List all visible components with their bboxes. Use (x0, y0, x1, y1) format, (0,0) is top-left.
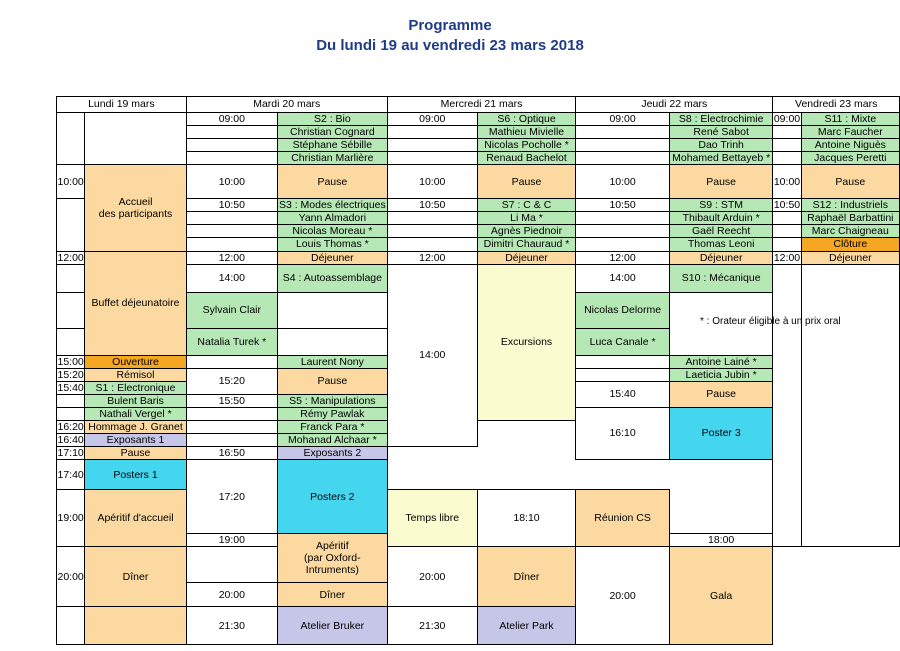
mardi-speaker-7: Sylvain Clair (186, 292, 277, 328)
jeudi-session-s8: S8 : Electrochimie (669, 113, 772, 126)
time-spacer (576, 225, 670, 238)
jeudi-poster-3: Poster 3 (669, 407, 772, 459)
lundi-buffet: Buffet déjeunatoire (85, 251, 186, 355)
mercredi-temps-libre: Temps libre (387, 490, 477, 547)
lundi-aperitif: Apéritif d'accueil (85, 490, 186, 547)
time-mardi-1520: 15:20 (186, 368, 277, 394)
time-spacer (773, 126, 801, 139)
mardi-pause-1: Pause (277, 165, 387, 199)
mercredi-speaker-3: Renaud Bachelot (477, 152, 576, 165)
mardi-exposants-2: Exposants 2 (277, 447, 387, 460)
jeudi-speaker-5: Gaël Reecht (669, 225, 772, 238)
time-mardi-1650: 16:50 (186, 447, 277, 460)
day-header-lundi: Lundi 19 mars (57, 97, 187, 113)
time-vendredi-1000: 10:00 (773, 165, 801, 199)
time-lundi-2000: 20:00 (57, 547, 85, 607)
time-spacer (576, 238, 670, 251)
time-lundi-1620: 16:20 (57, 420, 84, 433)
time-vendredi-blank (773, 264, 801, 547)
mardi-aperitif-line2: (par Oxford-Intruments) (304, 552, 361, 577)
jeudi-speaker-10: Laeticia Jubin * (669, 368, 772, 381)
time-lundi-1500: 15:00 (57, 355, 84, 368)
mardi-pause-2: Pause (277, 368, 387, 394)
vendredi-empty-afternoon (801, 264, 899, 547)
title-line-2: Du lundi 19 au vendredi 23 mars 2018 (316, 37, 584, 54)
day-header-mardi: Mardi 20 mars (186, 97, 387, 113)
time-spacer (277, 328, 387, 355)
lundi-exposants-1: Exposants 1 (85, 433, 186, 446)
time-spacer (387, 238, 477, 251)
mercredi-pause-1: Pause (477, 165, 576, 199)
time-jeudi-1540: 15:40 (576, 381, 670, 407)
jeudi-pause-2: Pause (669, 381, 772, 407)
time-spacer (57, 407, 85, 420)
table-row (57, 113, 900, 126)
vendredi-session-s11: S11 : Mixte (801, 113, 899, 126)
mardi-speaker-8: Natalia Turek * (186, 328, 277, 355)
programme-page (0, 16, 900, 651)
time-mardi-1000: 10:00 (186, 165, 277, 199)
time-lundi-blank2 (57, 199, 85, 251)
time-lundi-1740: 17:40 (57, 460, 85, 490)
lundi-remisol: Rémisol (85, 368, 186, 381)
jeudi-speaker-1: René Sabot (669, 126, 772, 139)
time-spacer (186, 126, 277, 139)
mardi-speaker-4: Yann Almadori (277, 212, 387, 225)
table-header-row (57, 97, 900, 113)
time-mardi-2130: 21:30 (186, 607, 277, 645)
lundi-session-s1: S1 : Electronique (85, 381, 186, 394)
time-spacer (277, 292, 387, 328)
time-spacer (186, 420, 277, 433)
lundi-ouverture: Ouverture (85, 355, 186, 368)
mardi-dejeuner: Déjeuner (277, 251, 387, 264)
time-spacer (576, 212, 670, 225)
time-mardi-2000: 20:00 (186, 583, 277, 607)
vendredi-speaker-5: Marc Chaigneau (801, 225, 899, 238)
mercredi-speaker-1: Mathieu Mivielle (477, 126, 576, 139)
jeudi-speaker-4: Thibault Arduin * (669, 212, 772, 225)
jeudi-speaker-7: Nicolas Delorme (576, 292, 670, 328)
jeudi-speaker-8: Luca Canale * (576, 328, 670, 355)
day-header-jeudi: Jeudi 22 mars (576, 97, 773, 113)
time-lundi-1200: 12:00 (57, 251, 84, 264)
mardi-session-s5: S5 : Manipulations (277, 394, 387, 407)
vendredi-session-s12: S12 : Industriels (801, 199, 899, 212)
mardi-speaker-2: Stéphane Sébille (277, 139, 387, 152)
mardi-aperitif (277, 534, 387, 583)
time-lundi-blank (57, 113, 85, 165)
lundi-hommage: Hommage J. Granet (85, 420, 186, 433)
table-row (57, 547, 900, 583)
mercredi-speaker-5: Agnès Piednoir (477, 225, 576, 238)
mercredi-speaker-4: Li Ma * (477, 212, 576, 225)
lundi-diner-cont (85, 607, 186, 645)
time-jeudi-1810: 18:10 (477, 490, 576, 547)
time-vendredi-1200: 12:00 (773, 251, 801, 264)
time-jeudi-1050: 10:50 (576, 199, 670, 212)
mardi-speaker-5: Nicolas Moreau * (277, 225, 387, 238)
mardi-posters-2: Posters 2 (277, 460, 387, 534)
table-row (57, 251, 900, 264)
time-mercredi-1200: 12:00 (387, 251, 477, 264)
time-lundi-1540: 15:40 (57, 381, 84, 394)
time-spacer (57, 394, 85, 407)
day-header-vendredi: Vendredi 23 mars (773, 97, 900, 113)
mardi-speaker-10: Rémy Pawlak (277, 407, 387, 420)
jeudi-speaker-2: Dao Trinh (669, 139, 772, 152)
lundi-accueil-line1: Accueil (118, 195, 153, 208)
time-spacer (186, 355, 277, 368)
time-spacer (186, 547, 277, 583)
time-spacer (576, 139, 670, 152)
time-mercredi-1800: 18:00 (669, 534, 772, 547)
time-lundi-blank3 (57, 264, 85, 292)
vendredi-dejeuner: Déjeuner (801, 251, 899, 264)
time-spacer (387, 126, 477, 139)
table-row (57, 607, 900, 641)
time-mercredi-0900: 09:00 (387, 113, 477, 126)
schedule-table (56, 96, 900, 645)
time-mercredi-1000: 10:00 (387, 165, 477, 199)
time-lundi-1900: 19:00 (57, 490, 85, 547)
time-lundi-blank4 (57, 607, 85, 645)
vendredi-speaker-3: Jacques Peretti (801, 152, 899, 165)
lundi-posters-1: Posters 1 (85, 460, 186, 490)
time-mardi-1720: 17:20 (186, 460, 277, 534)
time-lundi-1640: 16:40 (57, 433, 84, 446)
mercredi-dejeuner: Déjeuner (477, 251, 576, 264)
mardi-speaker-9: Laurent Nony (277, 355, 387, 368)
time-mardi-0900: 09:00 (186, 113, 277, 126)
time-lundi-1520: 15:20 (57, 368, 84, 381)
time-mercredi-1400: 14:00 (387, 264, 477, 446)
time-jeudi-1000: 10:00 (576, 165, 670, 199)
time-lundi-1710: 17:10 (57, 447, 84, 459)
lundi-speaker-bulent: Bulent Baris (85, 394, 186, 407)
time-mercredi-1050: 10:50 (387, 199, 477, 212)
time-spacer (186, 152, 277, 165)
time-lundi-1000: 10:00 (57, 165, 85, 199)
mardi-speaker-3: Christian Marlière (277, 152, 387, 165)
mercredi-atelier-park: Atelier Park (477, 607, 576, 645)
time-spacer (773, 152, 801, 165)
time-mercredi-2000: 20:00 (387, 547, 477, 607)
vendredi-cloture: Clôture (801, 238, 899, 251)
time-spacer (57, 328, 85, 355)
vendredi-speaker-1: Marc Faucher (801, 126, 899, 139)
mercredi-excursions: Excursions (477, 264, 576, 420)
time-spacer (387, 225, 477, 238)
time-spacer (57, 292, 85, 328)
time-jeudi-1610: 16:10 (576, 407, 670, 459)
vendredi-speaker-4: Raphaël Barbattini (801, 212, 899, 225)
time-mardi-1400: 14:00 (186, 264, 277, 292)
time-spacer (576, 368, 670, 381)
time-spacer (186, 433, 277, 446)
time-mardi-1050: 10:50 (186, 199, 277, 212)
jeudi-speaker-9: Antoine Lainé * (669, 355, 772, 368)
time-spacer (186, 139, 277, 152)
time-spacer (576, 355, 670, 368)
time-mercredi-2130: 21:30 (387, 607, 477, 645)
lundi-speaker-nathali: Nathali Vergel * (85, 407, 186, 420)
vendredi-speaker-2: Antoine Niguès (801, 139, 899, 152)
mardi-speaker-11: Franck Para * (277, 420, 387, 433)
jeudi-pause-1: Pause (669, 165, 772, 199)
time-jeudi-0900: 09:00 (576, 113, 670, 126)
mardi-speaker-12: Mohanad Alchaar * (277, 433, 387, 446)
lundi-empty-morning (85, 113, 186, 165)
mercredi-speaker-2: Nicolas Pocholle * (477, 139, 576, 152)
time-spacer (186, 238, 277, 251)
vendredi-pause-1: Pause (801, 165, 899, 199)
footnote-prix-oral: * : Orateur éligible à un prix oral (700, 316, 841, 327)
lundi-accueil-line2: des participants (98, 207, 173, 220)
time-spacer (387, 152, 477, 165)
mardi-aperitif-line1: Apéritif (316, 540, 349, 552)
mercredi-session-s6: S6 : Optique (477, 113, 576, 126)
jeudi-dejeuner: Déjeuner (669, 251, 772, 264)
mardi-speaker-6: Louis Thomas * (277, 238, 387, 251)
mardi-session-s4: S4 : Autoassemblage (277, 264, 387, 292)
day-header-mercredi: Mercredi 21 mars (387, 97, 576, 113)
time-jeudi-1200: 12:00 (576, 251, 670, 264)
time-jeudi-2000: 20:00 (576, 547, 670, 645)
time-spacer (773, 238, 801, 251)
time-mardi-1200: 12:00 (186, 251, 277, 264)
time-spacer (773, 225, 801, 238)
mercredi-diner: Dîner (477, 547, 576, 607)
lundi-diner: Dîner (85, 547, 186, 607)
mercredi-speaker-6: Dimitri Chauraud * (477, 238, 576, 251)
time-vendredi-0900: 09:00 (773, 113, 801, 125)
time-mardi-1900: 19:00 (186, 534, 277, 547)
mardi-speaker-1: Christian Cognard (277, 126, 387, 139)
mardi-diner: Dîner (277, 583, 387, 607)
mercredi-session-s7: S7 : C & C (477, 199, 576, 212)
jeudi-session-s9: S9 : STM (669, 199, 772, 212)
mardi-atelier-bruker: Atelier Bruker (277, 607, 387, 645)
time-spacer (773, 212, 801, 225)
time-spacer (576, 152, 670, 165)
lundi-pause: Pause (85, 447, 186, 460)
time-spacer (773, 139, 801, 152)
page-title (0, 16, 900, 56)
jeudi-speaker-6: Thomas Leoni (669, 238, 772, 251)
time-mardi-1550: 15:50 (186, 394, 277, 407)
time-spacer (186, 212, 277, 225)
time-spacer (576, 126, 670, 139)
lundi-accueil (85, 165, 186, 251)
jeudi-reunion-cs: Réunion CS (576, 490, 670, 547)
mardi-session-s2: S2 : Bio (277, 113, 387, 126)
time-spacer (186, 225, 277, 238)
time-spacer (186, 407, 277, 420)
jeudi-speaker-3: Mohamed Bettayeb * (669, 152, 772, 165)
time-spacer (387, 139, 477, 152)
mardi-session-s3: S3 : Modes électriques (278, 199, 386, 212)
time-vendredi-1050: 10:50 (773, 199, 801, 212)
title-line-1: Programme (408, 17, 492, 34)
time-spacer (387, 212, 477, 225)
jeudi-gala: Gala (669, 547, 772, 645)
jeudi-session-s10: S10 : Mécanique (669, 264, 772, 292)
time-jeudi-1400: 14:00 (576, 264, 670, 292)
